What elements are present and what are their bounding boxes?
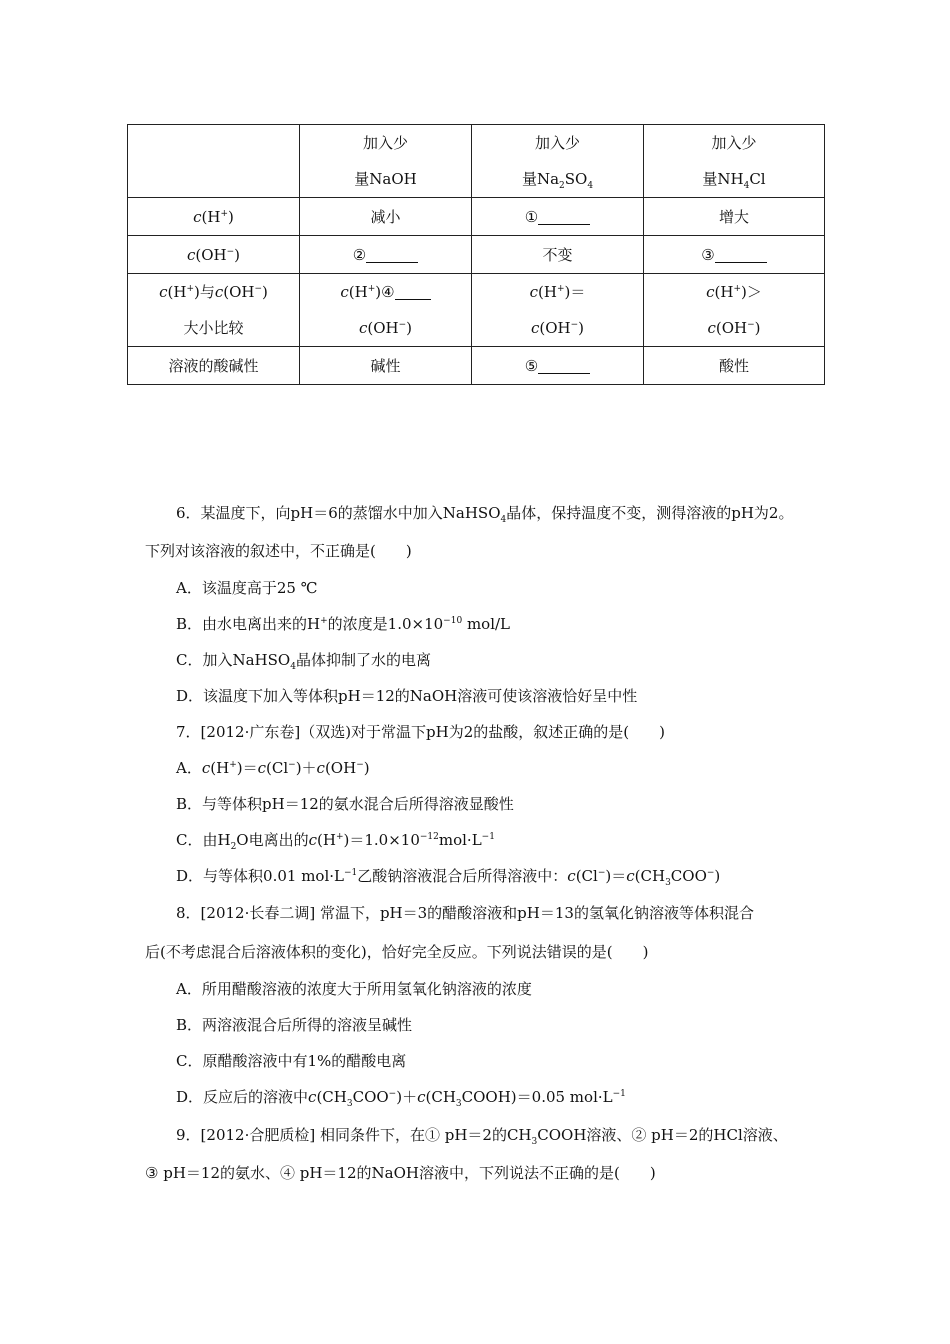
table-header-row: [128, 125, 825, 198]
header-na2so4: [472, 125, 644, 198]
comparison-table: [127, 124, 825, 385]
q9-stem-line1: 9．[2012·合肥质检] 相同条件下，在① pH＝2的$CH_3COOH$溶液、② pH＝2的HCl溶液、: [176, 1126, 788, 1147]
header-empty-cell: [128, 125, 300, 198]
row-label-compare: c(H+)与c(OH−) 大小比较: [128, 274, 300, 347]
header-nh4cl-line2: 量$NH_4Cl$: [702, 170, 766, 191]
q7-option-a: A．c(H+)＝c(Cl−)＋c(OH−): [176, 759, 370, 777]
q7-stem: 7．[2012·广东卷]（双选)对于常温下pH为2的盐酸，叙述正确的是( ): [176, 723, 665, 741]
cell-na2so4-coh: 不变: [472, 236, 644, 274]
cell-naoh-acidity: 碱性: [300, 347, 472, 385]
q7-option-c: C．由$H_2O$电离出的$c(H^+)=1.0\times 10^{-12}mol\cdot L^{-1}$: [176, 831, 495, 852]
q8-option-b: B．两溶液混合后所得的溶液呈碱性: [176, 1016, 413, 1034]
cell-naoh-ch: 减小: [300, 198, 472, 236]
q6-option-a: A．该温度高于25 ℃: [176, 579, 318, 597]
header-nh4cl-line1: 加入少: [711, 134, 757, 152]
blank-3: [715, 247, 767, 263]
blank-4: [395, 284, 431, 300]
table-row: [128, 347, 825, 385]
header-naoh: [300, 125, 472, 198]
q6-option-b: B．由水电离出来的H+的浓度是$1.0\times 10^{-10}$ mol/L: [176, 615, 511, 633]
q6-option-d: D．该温度下加入等体积pH＝12的NaOH溶液可使该溶液恰好呈中性: [176, 687, 638, 705]
header-naoh-line2: 量NaOH: [354, 170, 417, 188]
table-row: [128, 274, 825, 347]
cell-na2so4-acidity: ⑤: [472, 347, 644, 385]
header-na2so4-line1: 加入少: [534, 134, 580, 152]
header-nh4cl: [644, 125, 825, 198]
q8-option-a: A．所用醋酸溶液的浓度大于所用氢氧化钠溶液的浓度: [176, 980, 532, 998]
row-label-coh: c(OH−): [128, 236, 300, 274]
cell-nh4cl-ch: 增大: [644, 198, 825, 236]
q6-stem-line1: 6．某温度下，向pH＝6的蒸馏水中加入NaHSO$_4$晶体，保持温度不变，测得溶液的pH为2。: [176, 504, 794, 525]
header-naoh-line1: 加入少: [362, 134, 408, 152]
header-na2so4-line2: 量$Na_2SO_4$: [521, 170, 594, 191]
table-row: [128, 198, 825, 236]
q9-stem-line2: ③ pH＝12的氨水、④ pH＝12的NaOH溶液中，下列说法不正确的是( ): [145, 1164, 656, 1182]
cell-nh4cl-compare: c(H+)＞ c(OH−): [644, 274, 825, 347]
q6-option-c: C．加入NaHSO$_4$晶体抑制了水的电离: [176, 651, 431, 672]
table-row: [128, 236, 825, 274]
q8-stem-line2: 后(不考虑混合后溶液体积的变化)，恰好完全反应。下列说法错误的是( ): [145, 943, 649, 961]
cell-naoh-compare: c(H+)④ c(OH−): [300, 274, 472, 347]
cell-na2so4-compare: c(H+)＝ c(OH−): [472, 274, 644, 347]
q7-option-b: B．与等体积pH＝12的氨水混合后所得溶液显酸性: [176, 795, 514, 813]
cell-na2so4-ch: ①: [472, 198, 644, 236]
cell-nh4cl-coh: ③: [644, 236, 825, 274]
blank-2: [366, 247, 418, 263]
q8-option-c: C．原醋酸溶液中有1%的醋酸电离: [176, 1052, 407, 1070]
q8-option-d: D．反应后的溶液中$c(CH_3COO^-)+c(CH_3COOH)=0.05$ $mol\cdot L^{-1}$: [176, 1088, 626, 1109]
row-label-ch: c(H+): [128, 198, 300, 236]
q7-option-d: D．与等体积0.01 $mol\cdot L^{-1}$乙酸钠溶液混合后所得溶液中：$c(Cl^-)=c(CH_3COO^-)$: [176, 867, 721, 888]
cell-nh4cl-acidity: 酸性: [644, 347, 825, 385]
q8-stem-line1: 8．[2012·长春二调] 常温下，pH＝3的醋酸溶液和pH＝13的氢氧化钠溶液等体积混合: [176, 904, 754, 922]
cell-naoh-coh: ②: [300, 236, 472, 274]
blank-1: [538, 209, 590, 225]
row-label-acidity: 溶液的酸碱性: [128, 347, 300, 385]
q6-stem-line2: 下列对该溶液的叙述中，不正确是( ): [145, 542, 412, 560]
blank-5: [538, 358, 590, 374]
